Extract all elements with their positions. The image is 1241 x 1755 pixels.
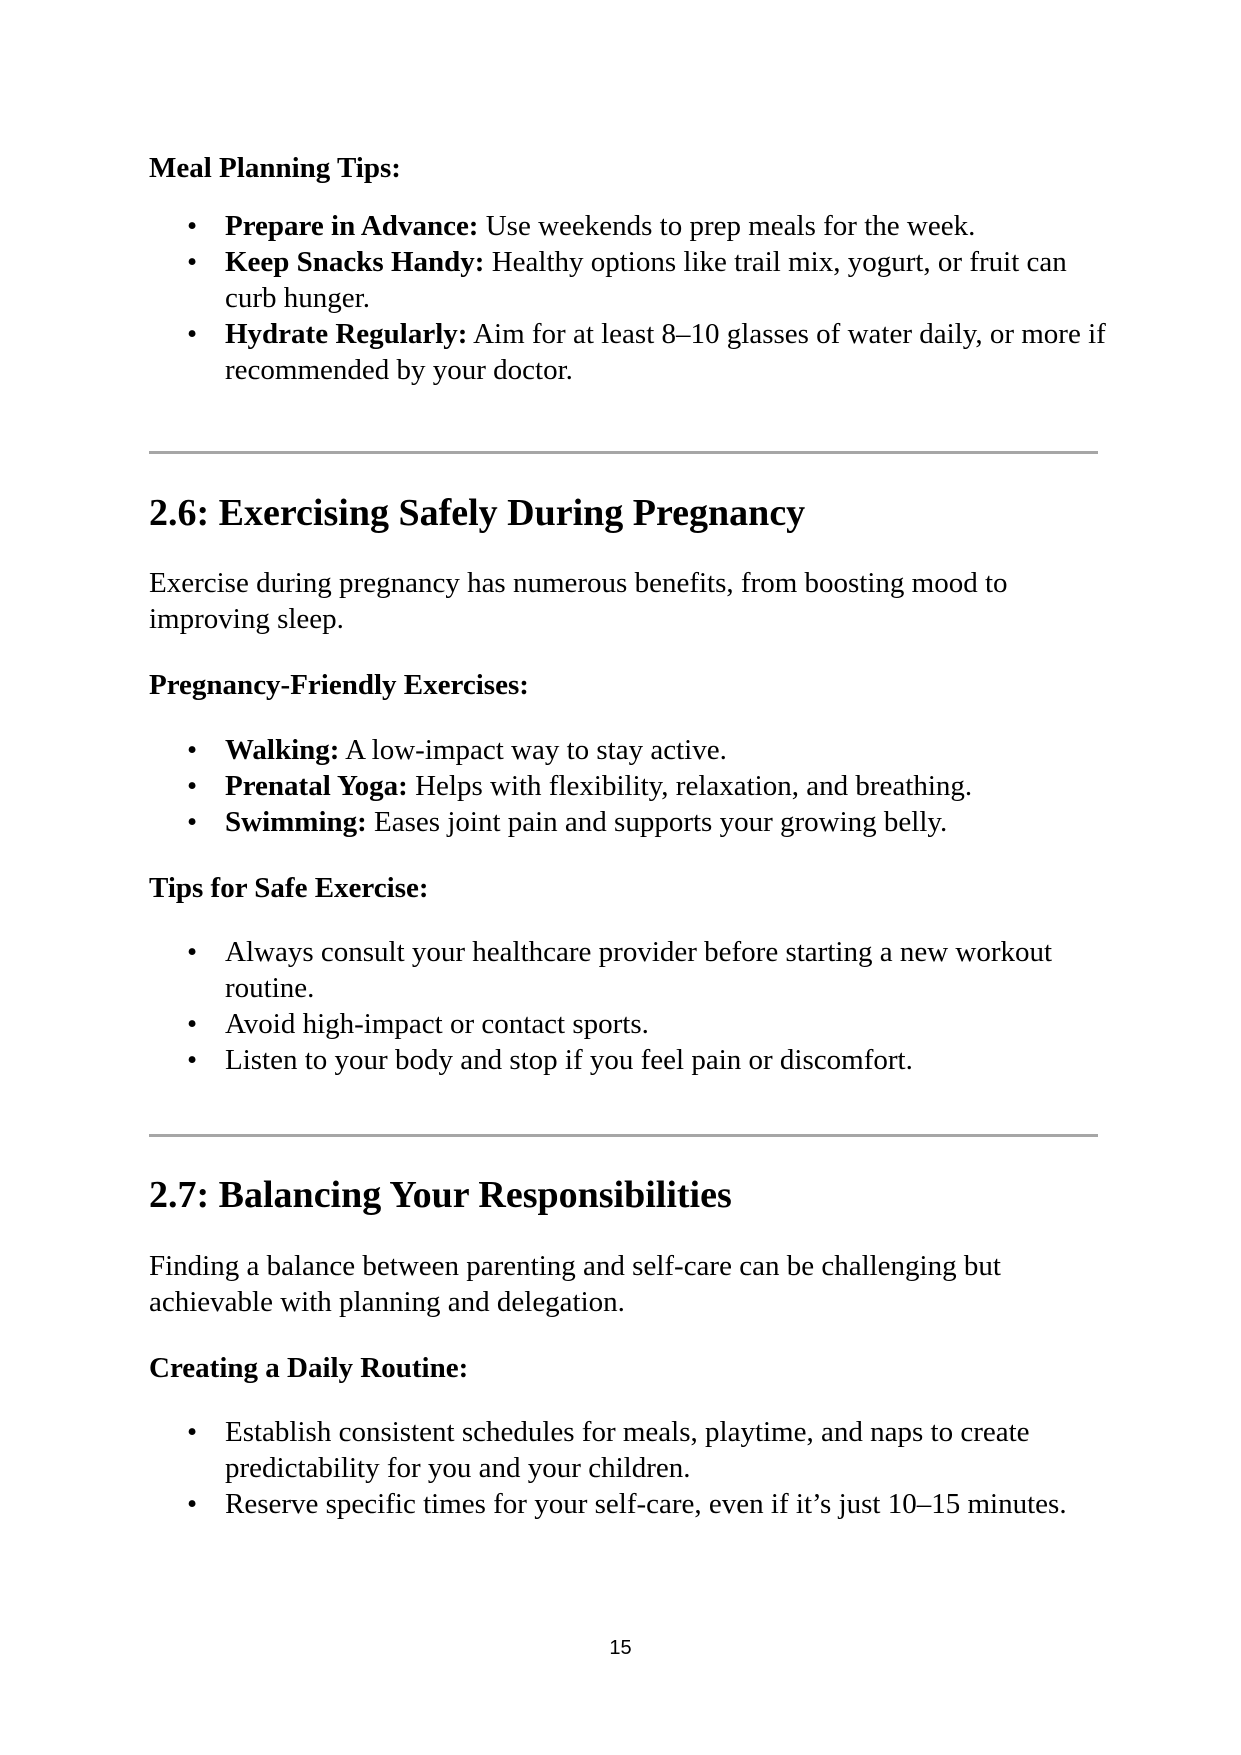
safe-exercise-title: Tips for Safe Exercise: [149, 872, 429, 904]
list-item [149, 1042, 1109, 1078]
list-item-text: Eases joint pain and supports your growing belly. [366, 806, 948, 838]
list-item-text: Listen to your body and stop if you feel pain or discomfort. [225, 1044, 913, 1076]
daily-routine-title: Creating a Daily Routine: [149, 1352, 469, 1384]
list-item-label: Prepare in Advance: [225, 210, 479, 242]
list-item-text: Always consult your healthcare provider before starting a new workout routine. [225, 936, 1053, 1004]
safe-exercise-list [149, 934, 1109, 1078]
section-intro-2-6: Exercise during pregnancy has numerous benefits, from boosting mood to improving sleep. [149, 567, 1008, 635]
list-item-text: Avoid high-impact or contact sports. [225, 1008, 649, 1040]
bullet-icon: • [187, 734, 198, 766]
bullet-icon: • [187, 210, 198, 242]
section-intro-2-7: Finding a balance between parenting and self-care can be challenging but achievable with planning and delegation. [149, 1250, 1001, 1318]
section-divider [149, 1134, 1098, 1137]
bullet-icon: • [187, 1044, 198, 1076]
list-item [149, 1414, 1109, 1486]
list-item [149, 208, 1109, 244]
meal-planning-list [149, 208, 1109, 388]
list-item [149, 316, 1109, 388]
list-item-label: Walking: [225, 734, 340, 766]
list-item-label: Hydrate Regularly: [225, 318, 468, 350]
bullet-icon: • [187, 806, 198, 838]
section-divider [149, 451, 1098, 454]
bullet-icon: • [187, 318, 198, 350]
list-item-text: Reserve specific times for your self-care, even if it’s just 10–15 minutes. [225, 1488, 1067, 1520]
list-item [149, 1486, 1109, 1522]
list-item-label: Keep Snacks Handy: [225, 246, 485, 278]
list-item [149, 1006, 1109, 1042]
bullet-icon: • [187, 770, 198, 802]
list-item [149, 934, 1109, 1006]
list-item-label: Swimming: [225, 806, 367, 838]
list-item-text: A low-impact way to stay active. [339, 734, 727, 766]
meal-planning-title: Meal Planning Tips: [149, 152, 401, 184]
list-item-text: Helps with flexibility, relaxation, and breathing. [407, 770, 973, 802]
exercises-list [149, 732, 1109, 840]
section-heading-2-7: 2.7: Balancing Your Responsibilities [149, 1174, 732, 1216]
list-item-label: Prenatal Yoga: [225, 770, 408, 802]
list-item-text: Use weekends to prep meals for the week. [478, 210, 976, 242]
list-item [149, 804, 1109, 840]
list-item [149, 732, 1109, 768]
bullet-icon: • [187, 1008, 198, 1040]
page-number: 15 [609, 1637, 632, 1659]
section-heading-2-6: 2.6: Exercising Safely During Pregnancy [149, 492, 806, 534]
list-item [149, 768, 1109, 804]
list-item-text: Aim for at least 8–10 glasses of water daily, or more if recommended by your doctor. [225, 318, 1106, 386]
bullet-icon: • [187, 936, 198, 968]
bullet-icon: • [187, 1416, 198, 1448]
exercises-title: Pregnancy-Friendly Exercises: [149, 669, 529, 701]
bullet-icon: • [187, 246, 198, 278]
list-item [149, 244, 1109, 316]
bullet-icon: • [187, 1488, 198, 1520]
list-item-text: Establish consistent schedules for meals, playtime, and naps to create predictability for you and your children. [225, 1416, 1030, 1484]
list-item-text: Healthy options like trail mix, yogurt, or fruit can curb hunger. [225, 246, 1067, 314]
daily-routine-list [149, 1414, 1109, 1522]
